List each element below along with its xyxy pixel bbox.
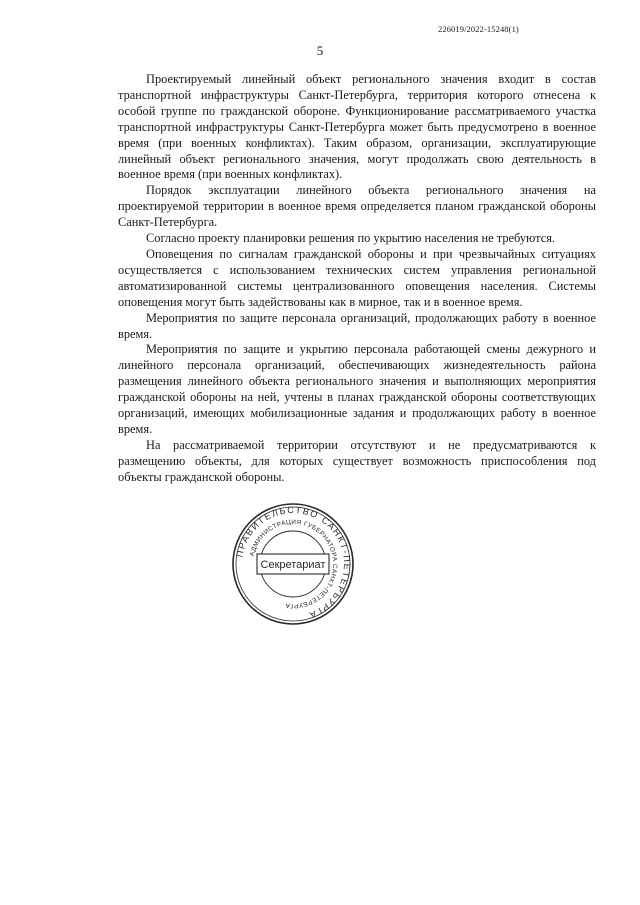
seal-outer-text: ПРАВИТЕЛЬСТВО САНКТ-ПЕТЕРБУРГА [234, 504, 353, 621]
seal-inner-text: АДМИНИСТРАЦИЯ ГУБЕРНАТОРА САНКТ-ПЕТЕРБУРГА [248, 518, 339, 610]
seal-graphic [231, 502, 355, 626]
official-seal-stamp [231, 502, 355, 626]
paragraph-3: Согласно проекту планировки решения по укрытию населения не требуются. [146, 231, 556, 246]
paragraph-2: Порядок эксплуатации линейного объекта регионального значения на проектируемой территории в военное время определяется планом гражданской обороны Санкт-Петербурга. [118, 183, 596, 230]
paragraph-4: Оповещения по сигналам гражданской обороны и при чрезвычайных ситуациях осуществляется с использованием технических систем управления региональной автоматизированной системы централизованного оповещения населения. Системы оповещения могут быть задействованы как в мирное, так и в военное время. [118, 246, 596, 309]
document-body [118, 72, 596, 486]
paragraph-1: Проектируемый линейный объект регионального значения входит в состав транспортной инфраструктуры Санкт-Петербурга, территория которого отнесена к особой группе по гражданской обороне. Функционирование рассматриваемого участка транспортной инфраструктуры Санкт-Петербурга может быть предусмотрено в военное время (при военных конфликтах). Таким образом, организации, эксплуатирующие линейный объект регионального значения, могут продолжать свою деятельность в военное время (при военных конфликтах). [118, 72, 596, 182]
document-registration-number: 226019/2022-15248(1) [438, 24, 519, 34]
paragraph-7: На рассматриваемой территории отсутствуют и не предусматриваются к размещению объекты, для которых существует возможность приспособления под объекты гражданской обороны. [118, 437, 596, 484]
page-number: 5 [316, 43, 324, 58]
paragraph-6: Мероприятия по защите и укрытию персонала работающей смены дежурного и линейного персонала организаций, обеспечивающих жизнедеятельность района размещения линейного объекта регионального значения и выполняющих мероприятия гражданской обороны на ней, учтены в планах гражданской обороны соответствующих организаций, имеющих мобилизационные задания и продолжающих работу в военное время. [118, 342, 596, 436]
paragraph-5: Мероприятия по защите персонала организаций, продолжающих работу в военное время. [118, 310, 596, 341]
seal-center-text: Секретариат [260, 559, 326, 571]
